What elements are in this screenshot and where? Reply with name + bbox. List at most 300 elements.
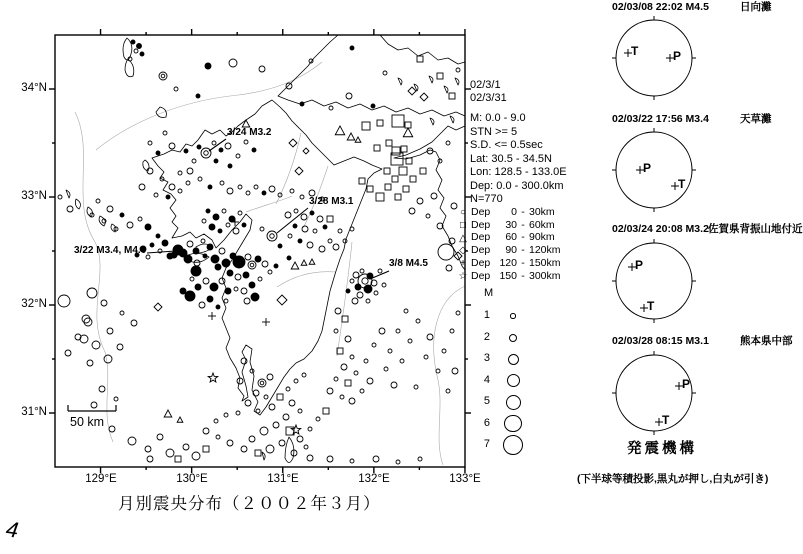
coastline-path xyxy=(398,78,402,85)
epicenter-circle xyxy=(414,385,418,389)
magnitude-legend-header: M xyxy=(484,287,494,299)
depth-legend-text: Dep xyxy=(471,269,491,282)
magnitude-size-circle xyxy=(510,313,516,319)
focal-mechanism-diagram xyxy=(570,345,750,441)
epicenter-circle xyxy=(225,143,231,149)
epicenter-triangle xyxy=(309,259,315,264)
epicenter-circle xyxy=(227,440,233,446)
epicenter-circle xyxy=(209,224,215,230)
epicenter-circle xyxy=(138,217,142,221)
epicenter-circle xyxy=(58,195,62,199)
epicenter-circle xyxy=(456,311,460,315)
epicenter-circle xyxy=(203,428,209,434)
epicenter-double-circle-inner xyxy=(260,381,264,385)
depth-legend-text: 300km xyxy=(529,269,561,282)
epicenter-circle xyxy=(220,181,224,185)
epicenter-circle xyxy=(245,400,251,406)
epicenter-circle xyxy=(65,350,71,356)
epicenter-circle xyxy=(300,102,304,106)
epicenter-circle xyxy=(201,239,205,243)
epicenter-circle xyxy=(229,59,237,67)
epicenter-circle xyxy=(87,360,93,366)
epicenter-diamond xyxy=(295,167,303,175)
epicenter-circle xyxy=(262,191,266,195)
epicenter-circle xyxy=(185,291,195,301)
epicenter-circle xyxy=(352,298,358,304)
contour-path xyxy=(96,62,322,150)
epicenter-circle xyxy=(233,228,239,234)
epicenter-circle xyxy=(256,409,260,413)
epicenter-circle xyxy=(134,49,138,53)
event-leader-line xyxy=(209,139,226,151)
coastline-path xyxy=(262,452,265,460)
epicenter-circle xyxy=(446,389,450,393)
coastline-path xyxy=(66,190,70,198)
epicenter-circle xyxy=(145,224,151,230)
epicenter-circle xyxy=(354,371,358,375)
epicenter-circle xyxy=(346,289,350,293)
epicenter-circle xyxy=(418,457,422,461)
epicenter-circle xyxy=(334,377,338,381)
epicenter-circle xyxy=(373,456,379,462)
focal-mechanism-diagram xyxy=(570,122,750,218)
epicenter-circle xyxy=(333,244,339,250)
epicenter-square xyxy=(385,184,391,190)
depth-legend-row xyxy=(455,269,561,283)
epicenter-circle xyxy=(214,419,218,423)
epicenter-circle xyxy=(96,199,100,203)
map-title: 月別震央分布（２００２年３月） xyxy=(118,495,381,513)
epicenter-triangle xyxy=(164,410,172,417)
depth-legend-text: - xyxy=(521,218,525,231)
epicenter-circle xyxy=(417,198,423,204)
epicenter-circle xyxy=(211,255,219,263)
coastline-path xyxy=(156,107,166,117)
epicenter-circle xyxy=(446,141,450,145)
epicenter-circle xyxy=(301,214,307,220)
epicenter-circle xyxy=(199,302,205,308)
epicenter-circle xyxy=(379,328,385,334)
epicenter-circle xyxy=(400,359,404,363)
t-axis-label: T xyxy=(678,177,686,191)
circle-icon: ○ xyxy=(459,207,467,219)
epicenter-square xyxy=(374,145,380,151)
period-end: 02/3/31 xyxy=(470,92,507,104)
coastline-path xyxy=(429,76,433,83)
epicenter-circle xyxy=(328,239,332,243)
depth-legend-row xyxy=(455,256,561,270)
epicenter-double-circle xyxy=(159,72,167,80)
epicenter-circle xyxy=(313,229,317,233)
depth-legend-text: 30 xyxy=(505,218,517,231)
parameter-line: Lat: 30.5 - 34.5N xyxy=(470,152,552,165)
depth-legend-text: 60 xyxy=(505,231,517,244)
epicenter-circle xyxy=(367,378,373,384)
epicenter-circle xyxy=(187,241,193,247)
epicenter-circle xyxy=(345,336,351,342)
epicenter-circle xyxy=(360,389,364,393)
epicenter-circle xyxy=(202,219,206,223)
epicenter-double-circle-inner xyxy=(270,234,275,239)
epicenter-circle xyxy=(346,93,352,99)
epicenter-circle xyxy=(169,143,175,149)
epicenter-circle xyxy=(114,397,118,401)
epicenter-circle xyxy=(245,254,251,260)
epicenter-circle xyxy=(357,292,363,298)
epicenter-circle xyxy=(260,227,264,231)
y-axis-label: 33°N xyxy=(21,190,47,202)
epicenter-circle xyxy=(378,269,382,273)
epicenter-circle xyxy=(148,141,152,145)
epicenter-circle xyxy=(255,256,261,262)
epicenter-circle xyxy=(137,44,142,49)
epicenter-square xyxy=(386,140,392,146)
epicenter-circle xyxy=(213,214,219,220)
epicenter-circle xyxy=(288,234,292,238)
epicenter-circle xyxy=(87,288,97,298)
epicenter-circle xyxy=(166,449,174,457)
epicenter-circle xyxy=(349,398,355,404)
epicenter-circle xyxy=(184,149,188,153)
epicenter-circle xyxy=(127,222,133,228)
triangle-icon: △ xyxy=(459,232,467,244)
epicenter-triangle xyxy=(242,120,250,127)
epicenter-circle xyxy=(286,83,292,89)
fm-event-label: 02/03/28 08:15 M3.1 xyxy=(612,335,709,347)
epicenter-square xyxy=(410,176,416,182)
magnitude-value: 3 xyxy=(483,352,490,364)
epicenter-circle xyxy=(450,329,454,333)
magnitude-size-circle xyxy=(507,374,520,387)
epicenter-circle xyxy=(104,355,112,363)
epicenter-triangle xyxy=(177,417,183,422)
epicenter-circle xyxy=(267,374,273,380)
depth-legend-text: Dep xyxy=(471,218,491,231)
epicenter-circle xyxy=(208,185,212,189)
epicenter-circle xyxy=(241,446,247,452)
epicenter-circle xyxy=(244,298,250,304)
epicenter-square xyxy=(449,93,455,99)
epicenter-circle xyxy=(364,285,372,293)
depth-legend-text: Dep xyxy=(471,244,491,257)
epicenter-circle xyxy=(426,214,430,218)
epicenter-circle xyxy=(366,299,370,303)
depth-legend-text: 120 xyxy=(499,256,517,269)
epicenter-circle xyxy=(279,440,285,446)
epicenter-circle xyxy=(227,188,233,194)
epicenter-circle xyxy=(290,189,294,193)
depth-legend-text: - xyxy=(521,244,525,257)
epicenter-circle xyxy=(327,456,333,462)
epicenter-circle xyxy=(203,278,209,284)
epicenter-circle xyxy=(146,255,150,259)
epicenter-double-circle-inner xyxy=(362,278,368,284)
epicenter-diamond xyxy=(277,295,287,305)
epicenter-circle xyxy=(404,309,408,313)
epicenter-circle xyxy=(289,400,295,406)
epicenter-circle xyxy=(446,265,452,271)
beachball-outline xyxy=(616,355,692,431)
epicenter-circle xyxy=(178,189,182,193)
epicenter-circle xyxy=(319,246,325,252)
epicenter-circle xyxy=(140,52,144,56)
epicenter-circle xyxy=(374,291,378,295)
magnitude-value: 4 xyxy=(483,373,490,386)
depth-legend-text: 90 xyxy=(505,244,517,257)
epicenter-double-circle xyxy=(258,379,266,387)
coastline-path xyxy=(75,199,80,209)
scale-bar-label: 50 km xyxy=(70,415,105,429)
epicenter-circle xyxy=(207,296,213,302)
epicenter-circle xyxy=(183,444,189,450)
epicenter-circle xyxy=(266,445,274,453)
epicenter-circle xyxy=(91,402,97,408)
epicenter-circle xyxy=(193,248,199,254)
epicenter-circle xyxy=(249,436,255,442)
x-axis-label: 130°E xyxy=(176,473,208,485)
epicenter-circle xyxy=(341,364,347,370)
epicenter-circle xyxy=(259,66,265,72)
depth-legend-row xyxy=(455,232,553,244)
epicenter-circle xyxy=(222,209,226,213)
epicenter-circle xyxy=(150,243,154,247)
epicenter-circle xyxy=(117,344,123,350)
epicenter-square xyxy=(323,408,329,414)
epicenter-circle xyxy=(274,264,278,268)
contour-path xyxy=(277,272,336,287)
epicenter-circle xyxy=(166,195,170,199)
epicenter-circle xyxy=(190,277,194,281)
epicenter-circle xyxy=(298,239,302,243)
epicenter-circle xyxy=(424,355,428,359)
epicenter-double-circle xyxy=(267,231,277,241)
y-axis-label: 34°N xyxy=(21,82,47,94)
epicenter-circle xyxy=(205,63,211,69)
epicenter-circle xyxy=(371,104,375,108)
magnitude-value: 5 xyxy=(483,395,490,407)
epicenter-circle xyxy=(298,409,302,413)
epicenter-circle xyxy=(302,373,306,377)
x-axis-label: 131°E xyxy=(267,473,299,485)
square-icon: □ xyxy=(459,219,467,231)
depth-legend-text: 60km xyxy=(529,218,555,231)
epicenter-triangle xyxy=(335,126,345,135)
epicenter-square xyxy=(401,146,407,152)
epicenter-circle xyxy=(92,341,100,349)
epicenter-square xyxy=(392,147,400,155)
magnitude-value: 1 xyxy=(483,309,490,321)
epicenter-triangle xyxy=(301,260,307,265)
epicenter-circle xyxy=(294,379,298,383)
epicenter-circle xyxy=(350,355,354,359)
epicenter-circle xyxy=(131,320,137,326)
depth-legend-text: - xyxy=(521,231,525,244)
contour-path xyxy=(75,112,113,442)
epicenter-circle xyxy=(163,131,167,135)
epicenter-square xyxy=(384,168,390,174)
epicenter-diamond xyxy=(154,303,162,311)
epicenter-circle xyxy=(316,417,320,421)
epicenter-circle xyxy=(236,411,240,415)
epicenter-diamond xyxy=(289,139,297,147)
depth-legend-text: Dep xyxy=(471,206,491,218)
coastline-path xyxy=(125,59,134,77)
magnitude-value: 2 xyxy=(483,330,490,343)
beachball xyxy=(612,239,696,323)
epicenter-triangle xyxy=(403,128,413,137)
epicenter-circle xyxy=(249,282,255,288)
epicenter-square xyxy=(345,380,351,386)
epicenter-triangle xyxy=(347,133,355,140)
fm-event-label: 02/03/24 20:08 M3.2 xyxy=(612,223,709,235)
epicenter-circle xyxy=(226,223,230,227)
epicenter-circle xyxy=(416,319,420,323)
t-axis-label: T xyxy=(647,299,655,313)
beachball-outline xyxy=(616,132,692,208)
epicenter-circle xyxy=(310,211,314,215)
epicenter-circle xyxy=(198,177,202,181)
coastline-path xyxy=(380,35,465,64)
epicenter-circle xyxy=(171,252,177,258)
epicenter-circle xyxy=(317,216,323,222)
epicenter-circle xyxy=(214,159,218,163)
diamond-icon: ◇ xyxy=(459,245,467,257)
epicenter-double-circle xyxy=(248,261,256,269)
epicenter-circle xyxy=(355,284,361,290)
epicenter-circle xyxy=(293,224,297,228)
epicenter-square xyxy=(392,176,398,182)
epicenter-circle xyxy=(191,266,201,276)
epicenter-circle xyxy=(350,279,354,283)
contour-path xyxy=(246,196,292,212)
epicenter-circle xyxy=(350,459,354,463)
epicenter-circle xyxy=(329,106,333,110)
magnitude-size-circle xyxy=(509,334,517,342)
fm-event-location: 熊本県中部 xyxy=(740,335,793,347)
y-axis-label: 31°N xyxy=(21,406,47,418)
focal-mechanism-diagram xyxy=(570,233,750,329)
epicenter-circle xyxy=(187,168,193,174)
focal-mechanism-caption: (下半球等積投影,黒丸が押し,白丸が引き) xyxy=(577,473,769,485)
epicenter-circle xyxy=(154,193,158,197)
depth-legend-text: 90km xyxy=(529,231,555,244)
epicenter-square xyxy=(203,446,209,452)
epicenter-circle xyxy=(216,435,220,439)
epicenter-circle xyxy=(203,254,207,258)
epicenter-circle xyxy=(58,295,70,307)
epicenter-diamond xyxy=(420,93,428,101)
epicenter-circle xyxy=(438,244,454,260)
epicenter-circle xyxy=(254,185,258,189)
period-start: 02/3/1 xyxy=(470,79,501,91)
epicenter-circle xyxy=(308,427,312,431)
epicenter-circle xyxy=(222,259,230,267)
epicenter-circle xyxy=(431,193,437,199)
epicenter-square xyxy=(377,120,383,126)
epicenter-circle xyxy=(340,395,344,399)
epicenter-circle xyxy=(302,226,308,232)
coastline-path xyxy=(450,116,454,123)
depth-legend-text: 150 xyxy=(499,269,517,282)
depth-legend-text: 0 xyxy=(511,206,517,218)
contour-path xyxy=(337,242,352,356)
epicenter-circle xyxy=(452,368,458,374)
epicenter-circle xyxy=(382,283,386,287)
focal-mechanism-diagram xyxy=(570,10,750,106)
epicenter-star xyxy=(208,373,218,382)
fm-event-label: 02/03/08 22:02 M4.5 xyxy=(612,1,709,13)
epicenter-circle xyxy=(145,446,151,452)
depth-legend-text: Dep xyxy=(471,231,491,244)
epicenter-circle xyxy=(353,272,359,278)
epicenter-circle xyxy=(285,212,291,218)
epicenter-circle xyxy=(307,242,313,248)
epicenter-circle xyxy=(388,349,392,353)
epicenter-circle xyxy=(350,46,354,50)
epicenter-circle xyxy=(207,244,213,250)
magnitude-value: 7 xyxy=(483,438,490,450)
epicenter-square xyxy=(376,193,384,201)
epicenter-circle xyxy=(335,308,341,314)
epicenter-circle xyxy=(251,293,259,301)
coastline-path xyxy=(285,437,294,463)
fm-event-location: 日向灘 xyxy=(740,1,772,13)
epicenter-square xyxy=(437,73,443,79)
epicenter-circle xyxy=(304,445,308,449)
epicenter-circle xyxy=(391,382,397,388)
epicenter-circle xyxy=(236,154,240,158)
coastline-path xyxy=(455,78,459,85)
epicenter-square xyxy=(403,186,409,192)
epicenter-circle xyxy=(327,388,333,394)
epicenter-circle xyxy=(364,359,368,363)
epicenter-circle xyxy=(216,305,220,309)
epicenter-circle xyxy=(224,299,228,303)
epicenter-circle xyxy=(101,300,107,306)
epicenter-circle xyxy=(224,413,228,417)
epicenter-circle xyxy=(184,255,192,263)
epicenter-circle xyxy=(229,216,235,222)
epicenter-circle xyxy=(192,452,200,460)
epicenter-circle xyxy=(233,256,245,268)
epicenter-circle xyxy=(194,260,200,266)
epicenter-circle xyxy=(384,367,388,371)
epicenter-circle xyxy=(192,159,196,163)
epicenter-circle xyxy=(128,437,136,445)
epicenter-circle xyxy=(107,206,113,212)
epicenter-circle xyxy=(67,206,73,212)
event-annotation: 3/22 M3.4, M4.0 xyxy=(74,245,147,256)
star-icon: ☆ xyxy=(458,270,468,282)
depth-legend-text: Dep xyxy=(471,256,491,269)
epicenter-circle xyxy=(99,386,105,392)
epicenter-circle xyxy=(396,329,400,333)
epicenter-circle xyxy=(427,334,433,340)
page-number: 4 xyxy=(4,516,21,543)
beachball xyxy=(612,351,696,435)
fm-event-location: 天草灘 xyxy=(740,113,772,125)
epicenter-triangle xyxy=(291,262,299,269)
event-annotation: 3/8 M4.5 xyxy=(389,258,428,269)
parameter-line: Lon: 128.5 - 133.0E xyxy=(470,166,567,178)
plus-icon: + xyxy=(460,258,466,270)
epicenter-circle xyxy=(372,343,376,347)
epicenter-circle xyxy=(396,460,400,464)
epicenter-circle xyxy=(350,227,354,231)
epicenter-circle xyxy=(258,277,262,281)
epicenter-circle xyxy=(234,287,238,291)
epicenter-circle xyxy=(268,270,272,274)
